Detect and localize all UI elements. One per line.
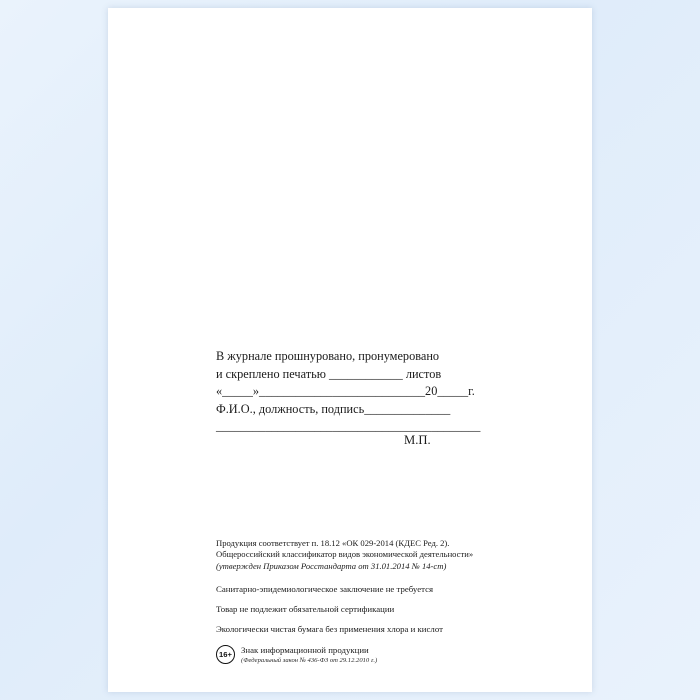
certification-line-1: В журнале прошнуровано, пронумеровано [216, 349, 440, 363]
age-rating-law: (Федеральный закон № 436-ФЗ от 29.12.2010 г.) [241, 656, 378, 664]
age-rating-badge: 16+ [216, 645, 235, 664]
product-compliance-line-2: Общероссийский классификатор видов экономической деятельности» [216, 549, 474, 560]
product-compliance-order: (утвержден Приказом Росстандарта от 31.01.2014 № 14-ст) [216, 560, 447, 571]
sanitary-note: Санитарно-эпидемиологическое заключение не требуется [216, 584, 434, 595]
certification-line-4: Ф.И.О., должность, подпись______________ [216, 401, 451, 416]
age-rating-row [216, 645, 556, 665]
document-footer [216, 538, 556, 665]
footer-spacer-3 [216, 615, 556, 623]
document-page [108, 8, 592, 692]
certification-line-3: «_____»___________________________20_____г. [216, 384, 475, 398]
product-compliance-line-1: Продукция соответствует п. 18.12 «ОК 029-2014 (КДЕС Ред. 2). [216, 538, 450, 548]
paper-note: Экологически чистая бумага без применения хлора и кислот [216, 624, 443, 635]
certification-note: Товар не подлежит обязательной сертификации [216, 604, 395, 615]
certification-line-5: ___________________________________________ [216, 419, 481, 433]
footer-spacer-1 [216, 572, 556, 583]
age-rating-label: Знак информационной продукции [241, 645, 369, 656]
stamp-place-label: М.П. [404, 433, 431, 447]
footer-spacer-2 [216, 595, 556, 603]
certification-block [216, 348, 546, 436]
certification-line-2: и скреплено печатью ____________ листов [216, 366, 442, 381]
